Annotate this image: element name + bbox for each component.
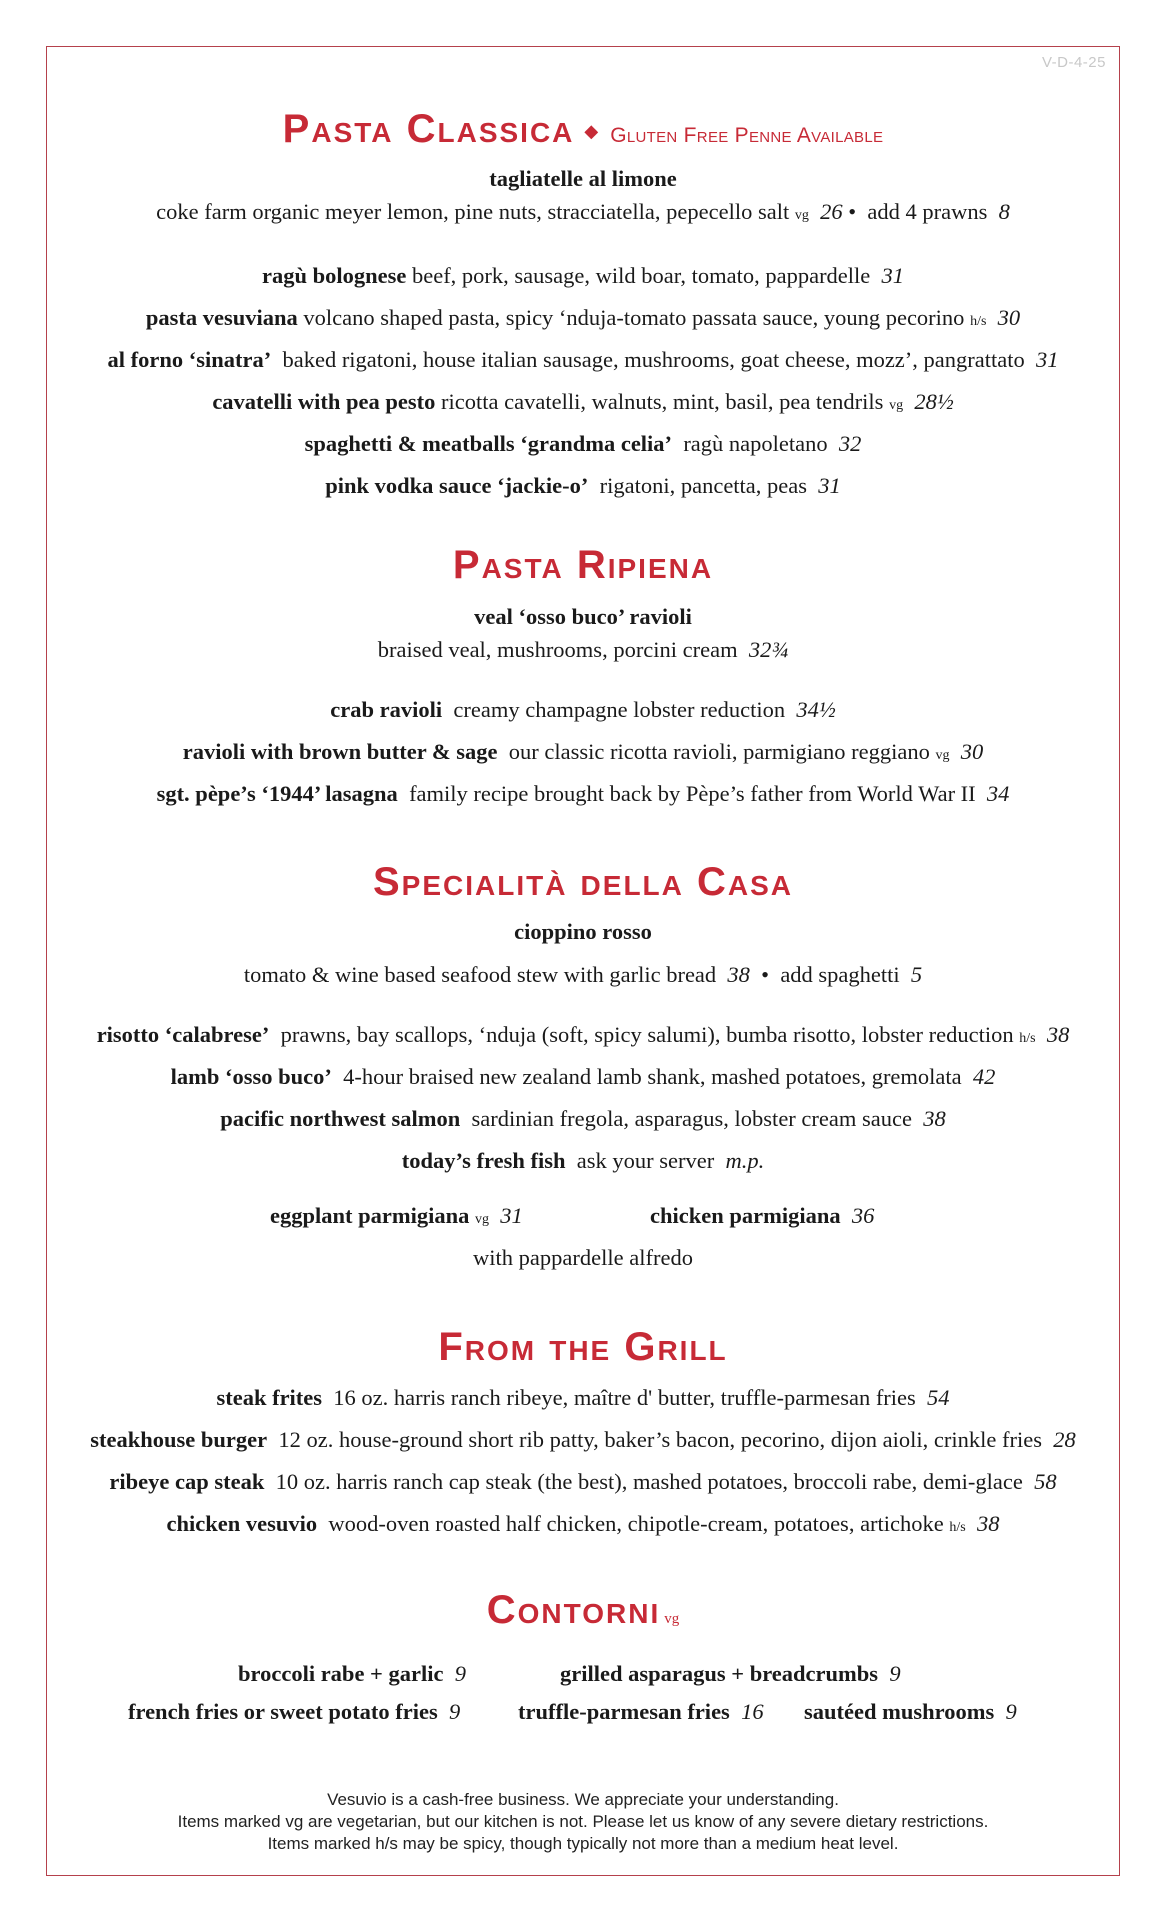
section-heading-grill: [0, 1327, 1166, 1367]
menu-item-veal-ravioli: [0, 603, 1166, 631]
item-price: 30: [997, 305, 1021, 330]
item-desc: family recipe brought back by Pèpe’s father from World War II: [409, 781, 976, 806]
item-price: 16: [741, 1699, 764, 1724]
item-name: french fries or sweet potato fries: [128, 1699, 438, 1724]
menu-item-truffle-fries: [518, 1698, 764, 1726]
section-heading-pasta-classica: [0, 109, 1166, 149]
addon-label: add spaghetti: [780, 962, 900, 987]
menu-item-cioppino: [0, 918, 1166, 946]
vegetarian-tag: vg: [475, 1212, 490, 1227]
item-desc: volcano shaped pasta, spicy ‘nduja-tomato passata sauce, young pecorino: [303, 305, 965, 330]
item-price: 31: [1036, 347, 1059, 372]
item-desc: 10 oz. harris ranch cap steak (the best), mashed potatoes, broccoli rabe, demi-glace: [275, 1469, 1023, 1494]
item-price: 36: [851, 1203, 875, 1228]
menu-item-lamb: [0, 1063, 1166, 1091]
item-price: 38: [727, 962, 750, 987]
menu-item-vodka: [0, 472, 1166, 500]
bullet: •: [761, 962, 770, 987]
footer-vegetarian-note: Items marked vg are vegetarian, but our kitchen is not. Please let us know of any severe dietary restrictions.: [177, 1812, 989, 1831]
item-name: today’s fresh fish: [401, 1148, 566, 1173]
bullet: •: [848, 199, 857, 224]
item-name: steakhouse burger: [90, 1427, 268, 1452]
item-desc: creamy champagne lobster reduction: [453, 697, 786, 722]
item-name: cavatelli with pea pesto: [212, 389, 436, 414]
item-desc: beef, pork, sausage, wild boar, tomato, pappardelle: [411, 263, 871, 288]
item-price: 42: [972, 1064, 996, 1089]
item-name: broccoli rabe + garlic: [238, 1661, 444, 1686]
gluten-free-note: Gluten Free Penne Available: [610, 124, 884, 147]
addon-label: add 4 prawns: [867, 199, 988, 224]
parmigiana-note: [0, 1244, 1166, 1272]
item-name: lamb ‘osso buco’: [170, 1064, 332, 1089]
footer-cash-free: Vesuvio is a cash-free business. We appreciate your understanding.: [327, 1790, 839, 1809]
item-desc: ricotta cavatelli, walnuts, mint, basil, pea tendrils: [441, 389, 884, 414]
item-desc: rigatoni, pancetta, peas: [599, 473, 808, 498]
item-price: 38: [923, 1106, 946, 1131]
menu-item-ribeye-cap: [0, 1468, 1166, 1496]
menu-item-cavatelli: [0, 388, 1166, 420]
section-heading-specialita: [0, 862, 1166, 902]
item-desc: with pappardelle alfredo: [473, 1245, 693, 1270]
section-heading-contorni: [0, 1590, 1166, 1630]
item-desc: ragù napoletano: [683, 431, 828, 456]
diamond-separator: ◆: [584, 121, 601, 141]
item-desc: tomato & wine based seafood stew with garlic bread: [243, 962, 717, 987]
menu-item-cioppino-desc: [0, 961, 1166, 989]
item-price: 26: [820, 199, 843, 224]
menu-item-broccoli: [238, 1660, 466, 1688]
item-price: m.p.: [725, 1148, 765, 1173]
addon-price: 8: [998, 199, 1010, 224]
item-name: sautéed mushrooms: [804, 1699, 995, 1724]
item-desc: ask your server: [576, 1148, 715, 1173]
section-title: Pasta Classica: [282, 107, 575, 151]
section-title: Contorni: [486, 1588, 661, 1632]
section-title: From the Grill: [438, 1325, 728, 1369]
item-name: al forno ‘sinatra’: [107, 347, 272, 372]
item-name: pacific northwest salmon: [220, 1106, 461, 1131]
item-price: 38: [977, 1511, 1000, 1536]
spicy-tag: h/s: [1019, 1031, 1036, 1046]
item-desc: prawns, bay scallops, ‘nduja (soft, spicy salumi), bumba risotto, lobster reduction: [280, 1022, 1014, 1047]
item-price: 58: [1034, 1469, 1057, 1494]
item-price: 54: [927, 1385, 950, 1410]
item-desc: wood-oven roasted half chicken, chipotle-cream, potatoes, artichoke: [328, 1511, 944, 1536]
item-desc: our classic ricotta ravioli, parmigiano reggiano: [508, 739, 930, 764]
item-desc: sardinian fregola, asparagus, lobster cream sauce: [471, 1106, 912, 1131]
menu-item-al-forno: [0, 346, 1166, 374]
item-name: cioppino rosso: [514, 919, 652, 944]
item-desc: 4-hour braised new zealand lamb shank, mashed potatoes, gremolata: [343, 1064, 962, 1089]
item-name: eggplant parmigiana: [270, 1203, 470, 1228]
item-price: 34½: [796, 697, 836, 722]
item-desc: coke farm organic meyer lemon, pine nuts, stracciatella, pepecello salt: [156, 199, 790, 224]
menu-item-mushrooms: [804, 1698, 1017, 1726]
item-name: ravioli with brown butter & sage: [182, 739, 498, 764]
vegetarian-tag: vg: [794, 208, 809, 223]
item-price: 31: [881, 263, 905, 288]
item-name: risotto ‘calabrese’: [96, 1022, 270, 1047]
item-desc: baked rigatoni, house italian sausage, mushrooms, goat cheese, mozz’, pangrattato: [282, 347, 1025, 372]
item-price: 9: [448, 1699, 461, 1724]
item-name: truffle-parmesan fries: [518, 1699, 730, 1724]
item-desc: 16 oz. harris ranch ribeye, maître d' butter, truffle-parmesan fries: [333, 1385, 916, 1410]
item-name: chicken vesuvio: [166, 1511, 318, 1536]
vegetarian-tag: vg: [935, 748, 950, 763]
item-price: 28: [1053, 1427, 1076, 1452]
item-price: 31: [818, 473, 841, 498]
menu-item-vesuviana: [0, 304, 1166, 336]
spicy-tag: h/s: [970, 314, 987, 329]
item-price: 28½: [914, 389, 954, 414]
item-name: ragù bolognese: [261, 263, 407, 288]
section-title: Specialità della Casa: [372, 860, 793, 904]
item-price: 34: [986, 781, 1010, 806]
version-code: V-D-4-25: [1041, 54, 1106, 71]
item-desc: braised veal, mushrooms, porcini cream: [377, 637, 738, 662]
item-price: 32: [838, 431, 862, 456]
item-name: pasta vesuviana: [145, 305, 298, 330]
item-name: ribeye cap steak: [109, 1469, 265, 1494]
menu-item-burger: [0, 1426, 1166, 1454]
item-name: tagliatelle al limone: [489, 166, 677, 191]
menu-item-fries: [128, 1698, 460, 1726]
menu-item-chicken-vesuvio: [0, 1510, 1166, 1542]
item-price: 9: [1005, 1699, 1017, 1724]
item-desc: 12 oz. house-ground short rib patty, baker’s bacon, pecorino, dijon aioli, crinkle fries: [278, 1427, 1042, 1452]
item-price: 32¾: [748, 637, 789, 662]
menu-item-salmon: [0, 1105, 1166, 1133]
vegetarian-tag: vg: [664, 1611, 680, 1627]
vegetarian-tag: vg: [889, 398, 904, 413]
menu-item-steak-frites: [0, 1384, 1166, 1412]
menu-item-crab-ravioli: [0, 696, 1166, 724]
item-name: sgt. pèpe’s ‘1944’ lasagna: [156, 781, 398, 806]
menu-item-chicken-parm: [650, 1202, 874, 1230]
menu-item-spaghetti: [0, 430, 1166, 458]
item-name: pink vodka sauce ‘jackie-o’: [325, 473, 589, 498]
item-name: steak frites: [216, 1385, 323, 1410]
menu-item-asparagus: [560, 1660, 901, 1688]
section-title: Pasta Ripiena: [452, 543, 714, 587]
item-name: grilled asparagus + breadcrumbs: [560, 1661, 879, 1686]
item-name: spaghetti & meatballs ‘grandma celia’: [304, 431, 673, 456]
item-name: chicken parmigiana: [650, 1203, 841, 1228]
menu-item-veal-ravioli-desc: [0, 636, 1166, 664]
item-price: 30: [960, 739, 984, 764]
spicy-tag: h/s: [949, 1520, 966, 1535]
menu-item-tagliatelle-desc: [0, 198, 1166, 230]
menu-item-fresh-fish: [0, 1147, 1166, 1175]
section-heading-pasta-ripiena: [0, 545, 1166, 585]
menu-item-ravioli-sage: [0, 738, 1166, 770]
item-price: 31: [500, 1203, 523, 1228]
menu-item-tagliatelle: [0, 165, 1166, 193]
addon-price: 5: [910, 962, 923, 987]
menu-item-ragu: [0, 262, 1166, 290]
item-price: 9: [889, 1661, 901, 1686]
menu-item-eggplant: [270, 1202, 523, 1234]
footer-spicy-note: Items marked h/s may be spicy, though typically not more than a medium heat level.: [267, 1834, 899, 1853]
item-name: crab ravioli: [330, 697, 443, 722]
item-name: veal ‘osso buco’ ravioli: [474, 604, 692, 629]
menu-item-lasagna: [0, 780, 1166, 808]
item-price: 9: [454, 1661, 466, 1686]
menu-item-risotto: [0, 1021, 1166, 1053]
item-price: 38: [1046, 1022, 1070, 1047]
